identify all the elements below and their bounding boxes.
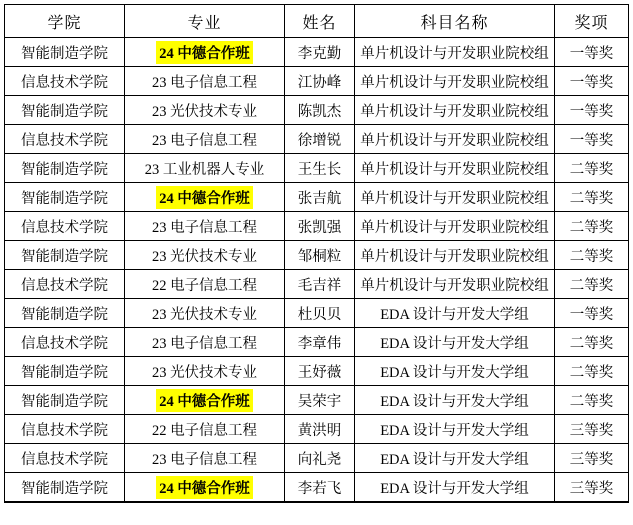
table-row	[5, 299, 629, 328]
table-row	[5, 183, 629, 212]
cell-subject: 单片机设计与开发职业院校组	[355, 270, 555, 299]
table-row	[5, 270, 629, 299]
cell-college: 智能制造学院	[5, 38, 125, 67]
cell-award: 三等奖	[555, 415, 629, 444]
cell-award: 二等奖	[555, 154, 629, 183]
cell-major: 23 电子信息工程	[125, 212, 285, 241]
cell-name: 徐增锐	[285, 125, 355, 154]
cell-award: 一等奖	[555, 38, 629, 67]
table-row	[5, 473, 629, 503]
cell-name: 李克勤	[285, 38, 355, 67]
cell-major: 22 电子信息工程	[125, 415, 285, 444]
cell-name: 江协峰	[285, 67, 355, 96]
cell-award: 二等奖	[555, 386, 629, 415]
cell-college: 智能制造学院	[5, 241, 125, 270]
column-header-award: 奖项	[555, 5, 629, 38]
cell-college: 信息技术学院	[5, 125, 125, 154]
major-highlight: 24 中德合作班	[156, 476, 253, 499]
cell-award: 二等奖	[555, 328, 629, 357]
cell-name: 邹桐粒	[285, 241, 355, 270]
column-header-major: 专业	[125, 5, 285, 38]
cell-college: 信息技术学院	[5, 270, 125, 299]
major-highlight: 24 中德合作班	[156, 389, 253, 412]
cell-name: 张凯强	[285, 212, 355, 241]
table-row	[5, 154, 629, 183]
cell-major: 23 工业机器人专业	[125, 154, 285, 183]
table-row	[5, 212, 629, 241]
table-row	[5, 386, 629, 415]
cell-award: 二等奖	[555, 241, 629, 270]
cell-major: 23 光伏技术专业	[125, 241, 285, 270]
column-header-college: 学院	[5, 5, 125, 38]
major-highlight: 24 中德合作班	[156, 41, 253, 64]
cell-major	[125, 386, 285, 415]
cell-award: 二等奖	[555, 183, 629, 212]
table-row	[5, 241, 629, 270]
column-header-subject: 科目名称	[355, 5, 555, 38]
cell-college: 信息技术学院	[5, 444, 125, 473]
cell-subject: EDA 设计与开发大学组	[355, 444, 555, 473]
cell-subject: 单片机设计与开发职业院校组	[355, 67, 555, 96]
table-row	[5, 96, 629, 125]
cell-subject: 单片机设计与开发职业院校组	[355, 96, 555, 125]
cell-college: 智能制造学院	[5, 299, 125, 328]
table-header	[5, 5, 629, 38]
cell-subject: EDA 设计与开发大学组	[355, 299, 555, 328]
cell-college: 智能制造学院	[5, 473, 125, 503]
cell-award: 二等奖	[555, 270, 629, 299]
cell-name: 李若飞	[285, 473, 355, 503]
cell-major	[125, 183, 285, 212]
table-row	[5, 444, 629, 473]
cell-subject: 单片机设计与开发职业院校组	[355, 212, 555, 241]
table-row	[5, 328, 629, 357]
cell-award: 三等奖	[555, 473, 629, 503]
cell-name: 向礼尧	[285, 444, 355, 473]
cell-major: 23 光伏技术专业	[125, 96, 285, 125]
cell-award: 三等奖	[555, 444, 629, 473]
cell-major: 22 电子信息工程	[125, 270, 285, 299]
cell-award: 一等奖	[555, 96, 629, 125]
column-header-name: 姓名	[285, 5, 355, 38]
cell-college: 智能制造学院	[5, 183, 125, 212]
cell-subject: EDA 设计与开发大学组	[355, 357, 555, 386]
cell-subject: 单片机设计与开发职业院校组	[355, 241, 555, 270]
cell-name: 毛吉祥	[285, 270, 355, 299]
cell-major: 23 电子信息工程	[125, 444, 285, 473]
cell-subject: 单片机设计与开发职业院校组	[355, 183, 555, 212]
cell-college: 智能制造学院	[5, 154, 125, 183]
table-header-row	[5, 5, 629, 38]
cell-college: 信息技术学院	[5, 212, 125, 241]
cell-subject: 单片机设计与开发职业院校组	[355, 38, 555, 67]
cell-major: 23 电子信息工程	[125, 328, 285, 357]
cell-award: 一等奖	[555, 125, 629, 154]
cell-major: 23 电子信息工程	[125, 125, 285, 154]
cell-major	[125, 473, 285, 503]
cell-college: 智能制造学院	[5, 96, 125, 125]
cell-subject: EDA 设计与开发大学组	[355, 386, 555, 415]
cell-college: 智能制造学院	[5, 357, 125, 386]
table-row	[5, 38, 629, 67]
cell-name: 黄洪明	[285, 415, 355, 444]
cell-award: 二等奖	[555, 212, 629, 241]
major-highlight: 24 中德合作班	[156, 186, 253, 209]
cell-name: 杜贝贝	[285, 299, 355, 328]
cell-subject: EDA 设计与开发大学组	[355, 473, 555, 503]
table-row	[5, 357, 629, 386]
cell-award: 一等奖	[555, 67, 629, 96]
cell-college: 信息技术学院	[5, 415, 125, 444]
cell-name: 陈凯杰	[285, 96, 355, 125]
cell-subject: 单片机设计与开发职业院校组	[355, 125, 555, 154]
table-row	[5, 125, 629, 154]
cell-subject: 单片机设计与开发职业院校组	[355, 154, 555, 183]
cell-name: 张吉航	[285, 183, 355, 212]
table-body	[5, 38, 629, 503]
cell-subject: EDA 设计与开发大学组	[355, 328, 555, 357]
cell-college: 信息技术学院	[5, 67, 125, 96]
cell-name: 吴荣宇	[285, 386, 355, 415]
cell-major: 23 光伏技术专业	[125, 299, 285, 328]
cell-award: 二等奖	[555, 357, 629, 386]
cell-name: 王生长	[285, 154, 355, 183]
table-row	[5, 415, 629, 444]
cell-college: 信息技术学院	[5, 328, 125, 357]
cell-name: 王妤薇	[285, 357, 355, 386]
document-page	[0, 4, 633, 525]
cell-subject: EDA 设计与开发大学组	[355, 415, 555, 444]
cell-award: 一等奖	[555, 299, 629, 328]
award-table	[4, 4, 629, 503]
cell-name: 李章伟	[285, 328, 355, 357]
cell-major	[125, 38, 285, 67]
cell-college: 智能制造学院	[5, 386, 125, 415]
cell-major: 23 电子信息工程	[125, 67, 285, 96]
table-row	[5, 67, 629, 96]
cell-major: 23 光伏技术专业	[125, 357, 285, 386]
